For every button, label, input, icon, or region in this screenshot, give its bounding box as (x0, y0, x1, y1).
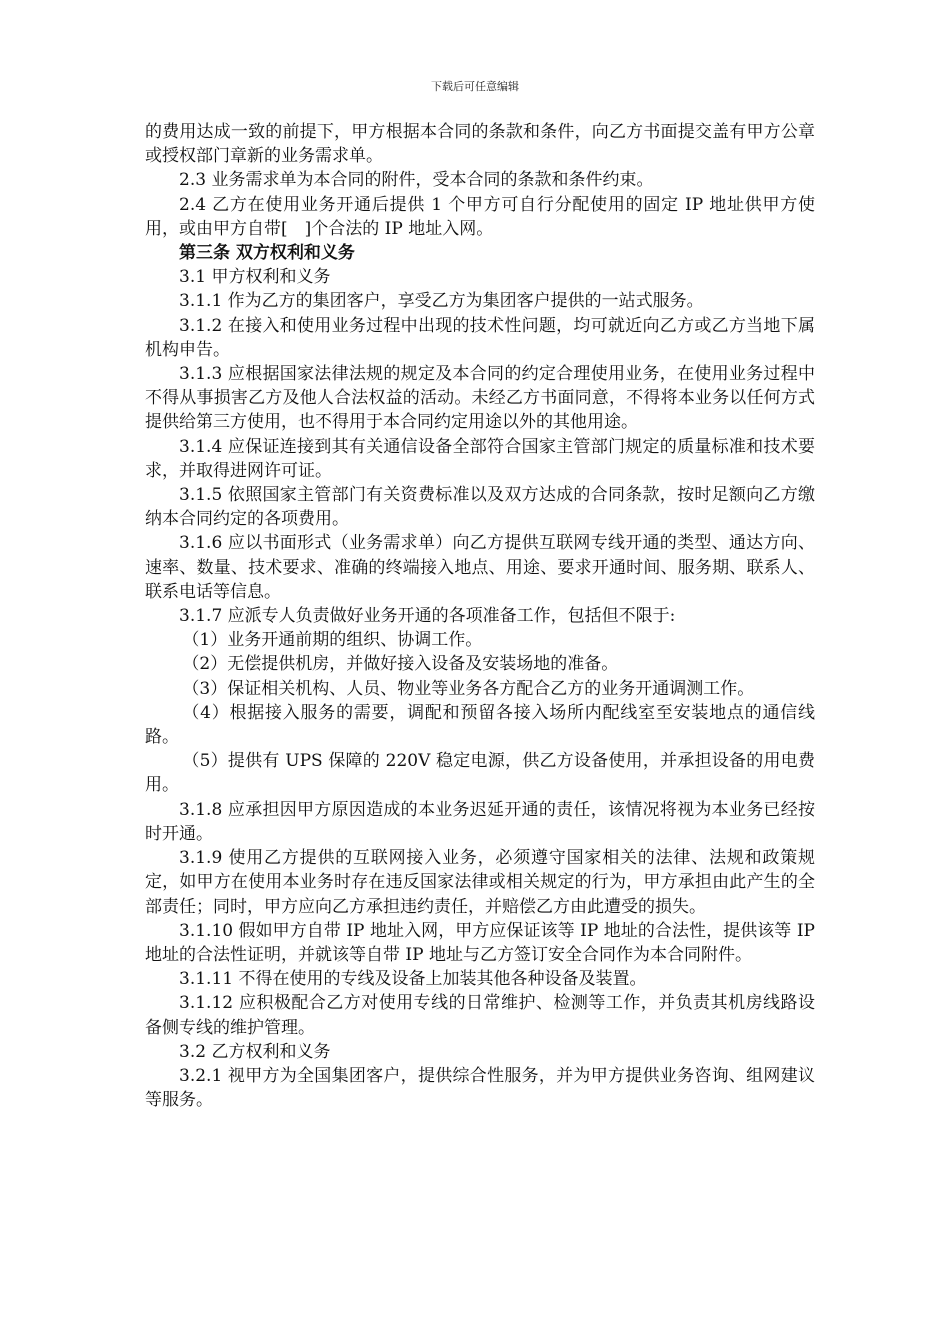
clause-3-1-5: 3.1.5 依照国家主管部门有关资费标准以及双方达成的合同条款，按时足额向乙方缴纳本合同约定的各项费用。 (145, 485, 815, 530)
page-header: 下载后可任意编辑 (431, 80, 519, 93)
list-item-5: （5）提供有 UPS 保障的 220V 稳定电源，供乙方设备使用，并承担设备的用电费用。 (145, 751, 815, 796)
clause-3-1: 3.1 甲方权利和义务 (179, 267, 331, 288)
clause-3-1-2: 3.1.2 在接入和使用业务过程中出现的技术性问题，均可就近向乙方或乙方当地下属机构申告。 (145, 315, 815, 360)
clause-2-4: 2.4 乙方在使用业务开通后提供 1 个甲方可自行分配使用的固定 IP 地址供甲方使用，或由甲方自带[ ]个合法的 IP 地址入网。 (145, 194, 815, 239)
clause-3-1-10: 3.1.10 假如甲方自带 IP 地址入网，甲方应保证该等 IP 地址的合法性，提供该等 IP 地址的合法性证明，并就该等自带 IP 地址与乙方签订安全合同作为本合同附件。 (145, 920, 815, 965)
clause-3-1-9: 3.1.9 使用乙方提供的互联网接入业务，必须遵守国家相关的法律、法规和政策规定，如甲方在使用本业务时存在违反国家法律或相关规定的行为，甲方承担由此产生的全部责任；同时，甲方应向乙方承担违约责任，并赔偿乙方由此遭受的损失。 (145, 848, 815, 917)
list-item-4: （4）根据接入服务的需要，调配和预留各接入场所内配线室至安装地点的通信线路。 (145, 702, 815, 748)
clause-3-2-1: 3.2.1 视甲方为全国集团客户，提供综合性服务，并为甲方提供业务咨询、组网建议等服务。 (145, 1065, 815, 1111)
clause-3-1-12: 3.1.12 应积极配合乙方对使用专线的日常维护、检测等工作，并负责其机房线路设备侧专线的维护管理。 (145, 993, 815, 1038)
paragraph-continuation: 的费用达成一致的前提下，甲方根据本合同的条款和条件，向乙方书面提交盖有甲方公章或授权部门章新的业务需求单。 (145, 122, 815, 167)
clause-3-1-1: 3.1.1 作为乙方的集团客户，享受乙方为集团客户提供的一站式服务。 (179, 291, 704, 312)
section-heading-article-3: 第三条 双方权利和义务 (179, 243, 355, 264)
clause-3-1-3: 3.1.3 应根据国家法律法规的规定及本合同的约定合理使用业务，在使用业务过程中不得从事损害乙方及他人合法权益的活动。未经乙方书面同意，不得将本业务以任何方式提供给第三方使用，也不得用于本合同约定用途以外的其他用途。 (145, 364, 815, 433)
document-body (145, 120, 815, 1112)
clause-3-1-7: 3.1.7 应派专人负责做好业务开通的各项准备工作，包括但不限于: (179, 606, 676, 627)
list-item-2: （2）无偿提供机房，并做好接入设备及安装场地的准备。 (182, 654, 619, 675)
clause-3-2: 3.2 乙方权利和义务 (179, 1041, 331, 1062)
clause-3-1-11: 3.1.11 不得在使用的专线及设备上加装其他各种设备及装置。 (179, 969, 647, 990)
clause-3-1-8: 3.1.8 应承担因甲方原因造成的本业务迟延开通的责任，该情况将视为本业务已经按时开通。 (145, 799, 815, 844)
clause-3-1-4: 3.1.4 应保证连接到其有关通信设备全部符合国家主管部门规定的质量标准和技术要求，并取得进网许可证。 (145, 436, 815, 481)
clause-2-3: 2.3 业务需求单为本合同的附件，受本合同的条款和条件约束。 (179, 170, 654, 191)
list-item-3: （3）保证相关机构、人员、物业等业务各方配合乙方的业务开通调测工作。 (182, 678, 755, 699)
list-item-1: （1）业务开通前期的组织、协调工作。 (182, 630, 483, 651)
clause-3-1-6: 3.1.6 应以书面形式（业务需求单）向乙方提供互联网专线开通的类型、通达方向、速率、数量、技术要求、准确的终端接入地点、用途、要求开通时间、服务期、联系人、联系电话等信息。 (145, 533, 815, 602)
